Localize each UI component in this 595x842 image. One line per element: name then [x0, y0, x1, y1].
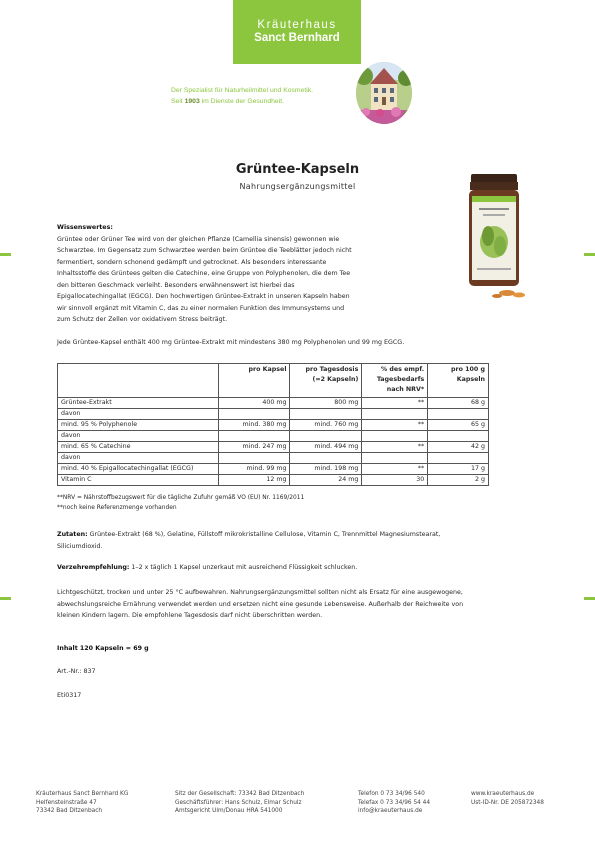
product-subtitle: Nahrungsergänzungsmittel	[239, 182, 356, 191]
wissenswertes-line: wir sinnvoll ergänzt mit Vitamin C, das zu einer normalen Funktion des Immunsystems und	[57, 304, 345, 312]
table-header-row	[58, 364, 489, 398]
table-cell	[290, 453, 362, 464]
fold-mark-right	[584, 253, 595, 256]
storage-line: Lichtgeschützt, trocken und unter 25 °C aufbewahren. Nahrungsergänzungsmittel sollten nicht als Ersatz für eine ausgewogene,	[57, 589, 463, 596]
table-cell	[290, 431, 362, 442]
table-row	[58, 475, 489, 486]
table-row	[58, 431, 489, 442]
table-cell	[428, 453, 489, 464]
table-cell: 65 g	[428, 420, 489, 431]
table-cell: 30	[362, 475, 428, 486]
table-cell	[362, 453, 428, 464]
footer-email-link[interactable]: info@kraeuterhaus.de	[358, 808, 423, 815]
table-header-per-capsule: pro Kapsel	[218, 364, 290, 398]
table-cell: davon	[58, 409, 219, 420]
storage-line: kleinen Kindern lagern. Die empfohlene Tagesdosis darf nicht überschritten werden.	[57, 612, 323, 619]
table-cell: 42 g	[428, 442, 489, 453]
table-cell: Grüntee-Extrakt	[58, 398, 219, 409]
table-cell	[428, 409, 489, 420]
slogan	[171, 86, 313, 107]
dosage-label: Verzehrempfehlung:	[57, 564, 130, 571]
wissenswertes-line: Inhaltsstoffe des Grüntees gelten die Catechine, eine Gruppe von Polyphenolen, die dem Tee	[57, 270, 351, 277]
article-number: Art.-Nr.: 837	[57, 668, 96, 675]
table-cell: mind. 99 mg	[218, 464, 290, 475]
table-cell: mind. 95 % Polyphenole	[58, 420, 219, 431]
table-cell: mind. 494 mg	[290, 442, 362, 453]
dosage-recommendation	[57, 562, 357, 574]
table-header-per-day: pro Tagesdosis (=2 Kapseln)	[290, 364, 362, 398]
table-row	[58, 453, 489, 464]
slogan-line2: Seit 1903 im Dienste der Gesundheit.	[171, 97, 284, 105]
table-cell: **	[362, 398, 428, 409]
footnote-nrv: **NRV = Nährstoffbezugswert für die tägliche Zufuhr gemäß VO (EU) Nr. 1169/2011	[57, 495, 305, 501]
table-header-empty	[58, 364, 219, 398]
footnote-no-reference: **noch keine Referenzmenge vorhanden	[57, 505, 177, 511]
wissenswertes-line: Epigallocatechingallat (EGCG). Den hochwertigen Grüntee-Extrakt in unseren Kapseln haben	[57, 293, 350, 300]
table-cell: 400 mg	[218, 398, 290, 409]
label-code: Eti0317	[57, 692, 82, 699]
footer-contact: Telefon 0 73 34/96 540 Telefax 0 73 34/96 54 44 info@kraeuterhaus.de	[358, 791, 431, 815]
ingredients	[57, 529, 440, 552]
table-row	[58, 409, 489, 420]
wissenswertes-line: fermentiert, sondern schonend gedämpft und getrocknet. Als besonders interessante	[57, 258, 327, 266]
table-row	[58, 398, 489, 409]
table-row	[58, 442, 489, 453]
table-cell: 68 g	[428, 398, 489, 409]
table-cell: 12 mg	[218, 475, 290, 486]
slogan-line1: Der Spezialist für Naturheilmittel und Kosmetik.	[171, 87, 314, 94]
fold-mark-left	[0, 253, 11, 256]
logo-line2: Sanct Bernhard	[254, 32, 340, 44]
ingredients-text-cont: Siliciumdioxid.	[57, 542, 103, 550]
slogan-year: 1903	[184, 97, 200, 105]
content-amount: Inhalt 120 Kapseln = 69 g	[57, 645, 149, 652]
logo-line1: Kräuterhaus	[257, 19, 337, 31]
table-cell	[218, 453, 290, 464]
table-cell	[362, 431, 428, 442]
table-cell	[218, 431, 290, 442]
wissenswertes-line: Schwarztee. Im Gegensatz zum Schwarztee werden beim Grüntee die Teeblätter jedoch nicht	[57, 247, 352, 254]
table-cell: **	[362, 442, 428, 453]
table-cell: davon	[58, 453, 219, 464]
table-cell: mind. 760 mg	[290, 420, 362, 431]
footer-website-link[interactable]: www.kraeuterhaus.de	[471, 791, 535, 797]
capsule-intro: Jede Grüntee-Kapsel enthält 400 mg Grüntee-Extrakt mit mindestens 380 mg Polyphenolen und 99 mg EGCG.	[57, 339, 405, 346]
table-cell	[218, 409, 290, 420]
wissenswertes-section	[57, 222, 352, 326]
storage-line: abwechslungsreiche Ernährung verwendet werden und ersetzen nicht eine gesunde Lebensweise. Außerhalb der Reichweite von	[57, 600, 464, 608]
footer-legal: Sitz der Gesellschaft: 73342 Bad Ditzenbach Geschäftsführer: Hans Schulz, Elmar Schulz Amtsgericht Ulm/Donau HRA 541000	[175, 791, 305, 815]
table-row	[58, 420, 489, 431]
company-building-image	[356, 62, 412, 124]
table-cell	[428, 431, 489, 442]
table-footnotes	[57, 493, 304, 513]
dosage-text: 1–2 x täglich 1 Kapsel unzerkaut mit ausreichend Flüssigkeit schlucken.	[129, 564, 358, 571]
table-cell	[362, 409, 428, 420]
table-cell	[290, 409, 362, 420]
footer-web: www.kraeuterhaus.de Ust-ID-Nr. DE 205872348	[471, 791, 544, 806]
wissenswertes-line: Grüntee oder Grüner Tee wird von der gleichen Pflanze (Camellia sinensis) gewonnen wie	[57, 235, 340, 243]
brand-logo	[233, 0, 361, 64]
table-cell: 2 g	[428, 475, 489, 486]
storage-notice	[57, 587, 463, 622]
ingredients-label: Zutaten:	[57, 531, 88, 538]
punch-mark-right	[584, 597, 595, 600]
table-cell: mind. 40 % Epigallocatechingallat (EGCG)	[58, 464, 219, 475]
table-cell: mind. 247 mg	[218, 442, 290, 453]
nutrition-table	[57, 363, 489, 486]
table-header-nrv: % des empf. Tagesbedarfs nach NRV*	[362, 364, 428, 398]
ingredients-text: Grüntee-Extrakt (68 %), Gelatine, Füllstoff mikrokristalline Cellulose, Vitamin C, Trennmittel Magnesiumstearat,	[87, 531, 441, 538]
table-cell: 800 mg	[290, 398, 362, 409]
table-cell: Vitamin C	[58, 475, 219, 486]
table-cell: **	[362, 464, 428, 475]
wissenswertes-line: zum Schutz der Zellen vor oxidativem Stress beiträgt.	[57, 316, 228, 323]
table-header-per-100g: pro 100 g Kapseln	[428, 364, 489, 398]
product-title: Grüntee-Kapseln	[235, 162, 360, 177]
punch-mark-left	[0, 597, 11, 600]
wissenswertes-heading: Wissenswertes:	[57, 224, 113, 231]
footer-company: Kräuterhaus Sanct Bernhard KG Helfensteinstraße 47 73342 Bad Ditzenbach	[36, 791, 129, 815]
wissenswertes-line: den bitteren Geschmack verleiht. Besonders erwähnenswert ist hierbei das	[57, 281, 295, 289]
product-jar-image	[467, 172, 525, 302]
table-cell: mind. 198 mg	[290, 464, 362, 475]
table-cell: 24 mg	[290, 475, 362, 486]
table-cell: **	[362, 420, 428, 431]
table-cell: davon	[58, 431, 219, 442]
table-row	[58, 464, 489, 475]
table-cell: 17 g	[428, 464, 489, 475]
table-cell: mind. 65 % Catechine	[58, 442, 219, 453]
table-cell: mind. 380 mg	[218, 420, 290, 431]
